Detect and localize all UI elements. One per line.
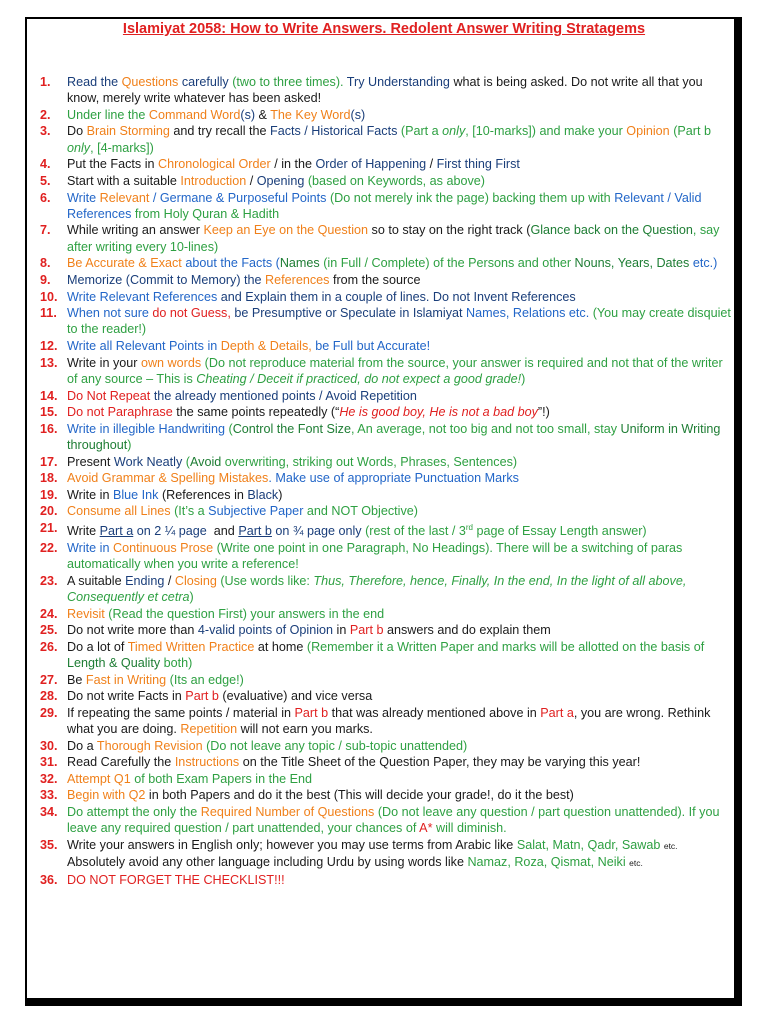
text-segment: (Write one point in one Paragraph, No Headings). There will be a switching of paras automatically when you write a reference! [67,540,686,572]
text-segment: in [336,623,350,638]
text-segment: Begin with Q2 [67,788,149,803]
text-segment: Timed Written Practice [127,639,258,654]
text-segment: Keep an Eye on the Question [203,223,372,238]
item-text [67,173,732,189]
text-segment: Uniform in Writing throughout [67,421,724,452]
text-segment: Write in your [67,355,141,370]
item-text [67,74,732,107]
text-segment: Thus, Therefore, hence, Finally, In the end, In the light of all above, Consequently et cetra [67,573,690,604]
text-segment: Black [247,487,279,502]
text-segment: . Make use of appropriate [268,471,415,486]
text-segment: Part b [185,689,223,704]
text-segment: Be Accurate & Exact [67,256,186,271]
text-segment: Blue Ink [112,487,162,502]
text-segment: Continuous Prose [112,540,217,555]
item-number: 35. [40,837,58,852]
text-segment: etc. [663,840,678,851]
text-segment: Read Carefully the [67,755,175,770]
item-number: 3. [40,124,51,139]
text-segment: Read the [67,75,122,89]
text-segment: Revisit [67,606,109,621]
item-text [67,123,732,156]
item-number: 4. [40,157,51,172]
text-segment: Part a [540,705,574,720]
text-segment: Cheating / Deceit if practiced, do not expect a good grade! [196,371,522,386]
text-segment: Memorize (Commit to Memory) the [67,272,266,287]
item-text [67,754,732,770]
text-segment: (Part a [400,124,443,139]
text-segment: etc. [629,858,643,869]
text-segment: Punctuation Marks [414,471,519,486]
text-segment: both) [163,656,193,670]
text-segment: Thorough Revision [96,738,207,753]
text-segment: on 2 ¼ page [133,524,207,539]
item-number: 13. [40,355,58,370]
text-segment: A suitable [67,573,126,588]
list-item [40,74,732,107]
text-segment: Opinion [626,124,674,139]
list-item [40,107,732,123]
list-item [40,622,732,638]
text-segment: (Its an edge!) [169,672,244,687]
item-number: 21. [40,520,58,535]
item-number: 15. [40,405,58,420]
text-segment: The Key Word [270,107,351,122]
text-segment: (two to three times). [232,75,347,89]
item-number: 5. [40,173,51,188]
item-number: 17. [40,454,58,469]
text-segment: page of Essay Length answer) [472,524,647,539]
text-segment: ) [127,437,132,452]
text-segment: and NOT Objective) [306,504,418,519]
list-item [40,837,732,872]
text-segment: (evaluative) and vice versa [222,689,373,704]
item-text [67,272,732,288]
text-segment: Under line the [67,107,149,122]
item-number: 10. [40,289,58,304]
text-segment: about the Facts ( [185,256,280,271]
text-segment: Brain Storming [86,124,174,139]
item-text [67,338,732,354]
item-text [67,289,732,305]
text-segment: Avoid Repetition [325,388,417,403]
text-segment: References [265,272,333,287]
text-segment: Relevant [99,190,153,205]
item-number: 20. [40,504,58,519]
list-item [40,503,732,519]
text-segment: (Part b [673,124,715,139]
text-segment: Write your answers in English only; however you may use terms from Arabic like [67,837,517,852]
list-item [40,404,732,420]
list-item [40,754,732,770]
item-number: 11. [40,306,57,321]
list-item [40,272,732,288]
text-segment: (Do not reproduce material from the source, your answer is required and not that of the writer of any source – This is [67,355,727,386]
text-segment: Part a [99,524,134,539]
text-segment: / [249,173,257,188]
item-number: 12. [40,339,58,354]
text-segment: Nouns, Years, Dates [574,256,693,271]
text-segment: will diminish. [432,821,507,836]
text-segment: own words [140,355,205,370]
text-segment: Required Number of Questions [200,805,378,820]
item-text [67,255,732,271]
text-segment: from the source [332,272,421,287]
text-segment: Part b [294,705,332,720]
text-segment: Avoid Grammar & Spelling Mistakes [67,471,269,486]
text-segment: / in the [274,157,316,172]
text-segment: When not sure [67,306,153,321]
text-segment: Namaz, Roza, Qismat, Neiki [467,855,630,870]
text-segment: Try Understanding [346,75,454,89]
item-text [67,454,732,470]
text-segment: / [167,573,175,588]
list-item [40,787,732,803]
text-segment: Salat, Matn, Qadr, Sawab [516,837,664,852]
list-item [40,388,732,404]
text-segment: only [67,140,91,155]
text-segment: Attempt Q1 [67,771,135,786]
item-number: 32. [40,771,58,786]
text-segment: ) [278,487,283,502]
text-segment: Repetition [180,722,241,737]
list-item [40,872,732,888]
item-text [67,107,732,123]
item-text [67,639,732,672]
item-text [67,305,735,338]
list-item [40,454,732,470]
text-segment: (Do not merely ink the page) backing them up with [329,190,615,205]
item-number: 36. [40,872,58,887]
text-segment: ( [228,421,233,436]
item-number: 14. [40,388,58,403]
item-number: 25. [40,623,58,638]
text-segment: (References in [161,487,248,502]
list-item [40,738,732,754]
text-segment: and [206,524,239,539]
text-segment: on the Title Sheet of the Question Paper, they may be varying this year! [242,755,641,770]
text-segment: only [442,124,466,139]
text-segment: Command Word [148,107,241,122]
text-segment: carefully [181,75,233,89]
text-segment: (rest of the last / 3 [365,524,466,539]
item-text [67,738,732,754]
item-text [67,222,732,255]
text-segment: the already mentioned points / [153,388,326,403]
text-segment: Start with a suitable [67,173,181,188]
item-text [67,540,732,573]
list-item [40,672,732,688]
text-segment: Write Relevant References [67,289,221,304]
list-item [40,305,735,338]
text-segment: Do Not Repeat [67,388,154,403]
list-item [40,222,732,255]
text-segment: ¾ page only [292,524,366,539]
text-segment: ) [149,140,154,155]
item-number: 30. [40,738,58,753]
text-segment: Introduction [180,173,250,188]
list-item [40,470,732,486]
text-segment: Depth & Details, [220,339,316,354]
text-segment: (Read the question First) your answers in the end [108,606,385,621]
item-number: 26. [40,639,58,654]
item-text [67,688,732,704]
list-item [40,123,732,156]
text-segment: (You may create disquiet to the reader!) [67,306,735,337]
text-segment: (s) [350,107,366,122]
list-item [40,173,732,189]
text-segment: answers and do explain them [386,623,551,638]
text-segment: Do a [67,738,97,753]
stratagems-list [40,74,735,888]
item-text [67,804,732,837]
text-segment: ) [521,371,526,386]
item-number: 7. [40,223,51,238]
text-segment: Do [67,124,87,139]
item-text [67,487,732,503]
item-number: 22. [40,540,58,555]
text-segment: Control the Font Size [232,421,351,436]
text-segment: Write in [67,421,113,436]
text-segment: Names [279,256,324,271]
item-number: 2. [40,107,51,122]
item-number: 1. [40,75,51,89]
text-segment: that was already mentioned above in [331,705,541,720]
text-segment: at home [257,639,307,654]
list-item [40,289,732,305]
text-segment: Write all Relevant Points in [67,339,221,354]
text-segment: Opening [256,173,308,188]
item-text [67,606,732,622]
item-number: 23. [40,573,58,588]
item-number: 9. [40,272,51,287]
list-item [40,156,732,172]
list-item [40,639,732,672]
item-text [67,156,732,172]
item-text [67,421,732,454]
text-segment: (It’s a [174,504,209,519]
item-number: 8. [40,256,51,271]
text-segment: Part b [349,623,387,638]
list-item [40,804,732,837]
text-segment: (in Full / Complete) of the Persons and other [323,256,575,271]
text-segment: Write [67,190,100,205]
item-number: 6. [40,190,51,205]
text-segment: Work Neatly [113,454,186,469]
text-segment: ( [185,454,190,469]
text-segment: / [429,157,437,172]
text-segment: and make your [535,124,627,139]
text-segment: Facts / Historical Facts [270,124,401,139]
text-segment: / [152,190,160,205]
text-segment: do not Guess, [152,306,235,321]
text-segment: A* [419,821,433,836]
item-text [67,388,732,404]
text-segment: Consume all Lines [67,504,175,519]
text-segment: DO NOT FORGET THE CHECKLIST!!! [67,872,285,887]
item-text [67,622,732,638]
text-segment: Instructions [174,755,243,770]
text-segment: Germane & Purposeful Points [159,190,330,205]
item-text [67,520,732,539]
text-segment: Length & Quality [67,656,164,670]
list-item [40,771,732,787]
list-item [40,520,732,539]
text-segment: (Remember it a Written Paper and marks will be allotted on the basis of [306,639,708,654]
text-segment: Subjective Paper [208,504,307,519]
item-text [67,503,732,519]
text-segment: what is being asked. Do not write all that you know, merely write whatever has been asked! [67,75,707,106]
item-number: 24. [40,606,58,621]
text-segment: ) [531,124,536,139]
text-segment: , [4-marks] [90,140,150,155]
text-segment: Questions [121,75,182,89]
text-segment: Order of Happening [315,157,430,172]
text-segment: Part b [238,524,272,539]
list-item [40,355,732,388]
item-number: 18. [40,471,58,486]
item-text [67,837,732,872]
text-segment: , [10-marks] [465,124,532,139]
text-segment: and Explain them in a couple of lines. Do not Invent References [220,289,576,304]
text-segment: in both Papers and do it the best (This will decide your grade!, do it the best) [148,788,574,803]
text-segment: Names, Relations etc. [466,306,593,321]
list-item [40,688,732,704]
text-segment: be Full but Accurate! [315,339,431,354]
list-item [40,573,732,606]
list-item [40,255,732,271]
item-text [67,404,732,420]
text-segment: & [255,107,271,122]
text-segment: (s) [240,107,256,122]
text-segment: He is good boy, He is not a bad boy [339,405,538,420]
item-text [67,872,732,888]
text-segment: Do not Paraphrase [67,405,177,420]
item-text [67,787,732,803]
text-segment: Chronological Order [158,157,275,172]
item-text [67,470,732,486]
text-segment: Closing [174,573,221,588]
item-number: 31. [40,755,58,770]
text-segment: Do a lot of [67,639,128,654]
text-segment: (Do not leave any topic / sub-topic unattended) [206,738,468,753]
text-segment: / [667,190,675,205]
text-segment: and try recall the [173,124,271,139]
text-segment: from Holy Quran & Hadith [134,206,280,221]
item-number: 29. [40,705,58,720]
list-item [40,338,732,354]
text-segment: , you are wrong. Rethink what you are doing. [67,705,714,737]
text-segment: (Do not leave any question / part question unattended). If you leave any required question / part unattended, your chances of [67,805,723,836]
text-segment: the same points repeatedly (“ [176,405,340,420]
page-title: Islamiyat 2058: How to Write Answers. Redolent Answer Writing Stratagems [122,21,646,37]
item-text [67,573,732,606]
text-segment: Do not write Facts in [67,689,186,704]
text-segment: will not earn you marks. [240,722,373,737]
text-segment: Valid References [67,190,705,221]
item-text [67,771,732,787]
text-segment: , An average, not too big and not too small, stay [351,421,621,436]
item-number: 34. [40,805,58,820]
text-segment: Absolutely avoid any other language including Urdu by using words like [67,837,681,870]
item-text [67,355,732,388]
text-segment: Fast in Writing [85,672,170,687]
text-segment: Be [67,672,86,687]
list-item [40,606,732,622]
item-text [67,705,732,738]
text-segment: of both Exam Papers in the End [134,771,313,786]
text-segment: First thing First [436,157,520,172]
text-segment: ) [189,589,194,604]
text-segment: Write [67,524,100,539]
item-number: 27. [40,672,58,687]
text-segment: Avoid [189,454,225,469]
text-segment: , say after writing every 10-lines) [67,223,723,254]
text-segment: Present [67,454,114,469]
list-item [40,190,732,223]
text-segment: be Presumptive or Speculate in Islamiyat [234,306,467,321]
item-number: 16. [40,421,58,436]
item-number: 33. [40,788,58,803]
text-segment: illegible Handwriting [112,421,229,436]
text-segment: overwriting, striking out Words, Phrases, Sentences) [224,454,518,469]
text-segment: Relevant [614,190,668,205]
text-segment: etc.) [692,256,718,271]
item-number: 19. [40,487,58,502]
text-segment: Put the Facts in [67,157,158,172]
text-segment: Write in [67,540,113,555]
list-item [40,421,732,454]
text-segment: on [271,524,293,539]
text-segment: (Use words like: [220,573,314,588]
text-segment: Do not write more than [67,623,198,638]
text-segment: While writing an answer [67,223,204,238]
item-text [67,672,732,688]
text-segment: 4-valid points of Opinion [197,623,337,638]
text-segment: rd [465,522,473,532]
text-segment: ”!) [537,405,550,420]
text-segment: Do attempt the only the [67,805,201,820]
item-text [67,190,732,223]
list-item [40,487,732,503]
list-item [40,705,732,738]
text-segment: Glance back on the Question [530,223,693,238]
text-segment: If repeating the same points / material in [67,705,295,720]
text-segment: Ending [125,573,168,588]
text-segment: Write in [67,487,113,502]
text-segment: (based on Keywords, as above) [307,173,485,188]
item-number: 28. [40,689,58,704]
list-item [40,540,732,573]
text-segment: so to stay on the right track ( [371,223,531,238]
